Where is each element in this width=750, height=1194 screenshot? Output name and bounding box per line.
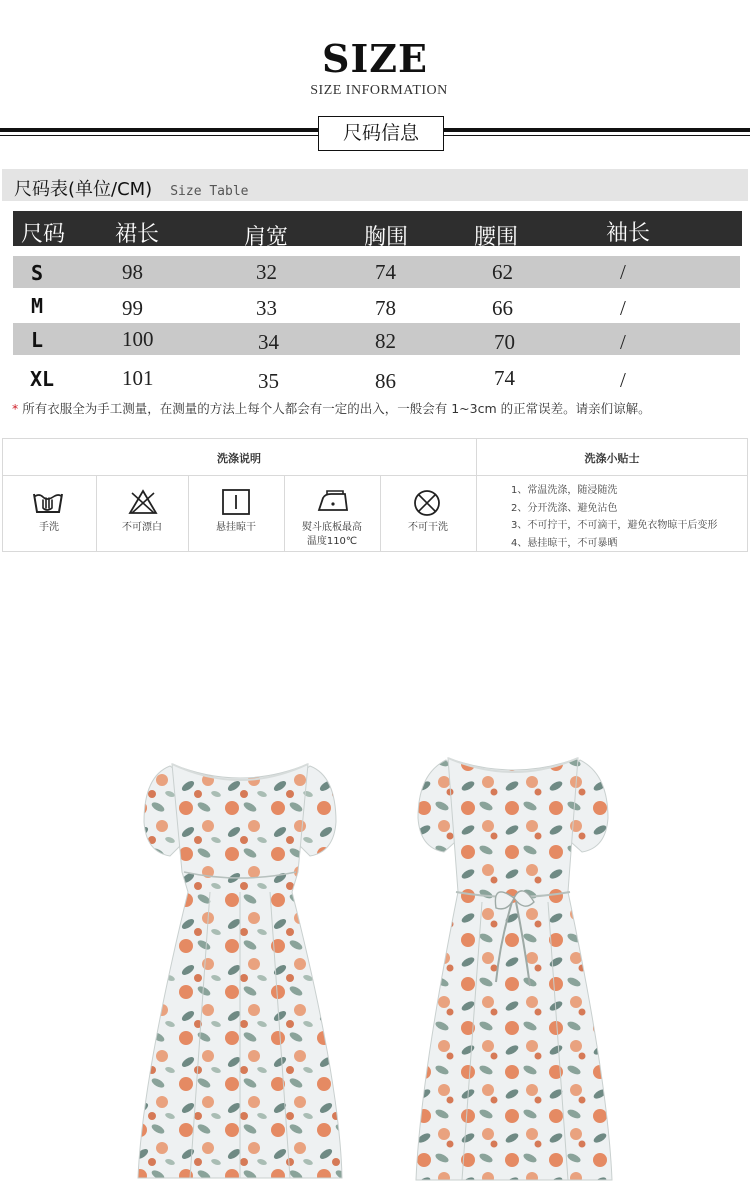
cell-size: S	[31, 261, 44, 285]
note-text: 所有衣服全为手工测量，在测量的方法上每个人都会有一定的出入，一般会有 1~3cm 的正常误差。请亲们谅解。	[22, 401, 651, 416]
size-table-title-text: 尺码表(单位/CM)	[14, 179, 153, 200]
cell-size: M	[31, 294, 44, 318]
cell-sleeve: /	[620, 368, 626, 392]
section-label: 尺码信息	[318, 116, 444, 151]
care-divider-v	[188, 476, 189, 551]
care-tips-title: 洗涤小贴士	[584, 452, 640, 465]
cell-sleeve: /	[620, 260, 626, 284]
size-table-title	[14, 175, 249, 201]
care-label-hang-dry: 悬挂晾干	[216, 522, 256, 533]
no-bleach-icon	[128, 489, 158, 515]
care-divider-v	[96, 476, 97, 551]
dress-front-image	[130, 752, 350, 1186]
col-header-waist: 腰围	[474, 225, 519, 250]
cell-length: 98	[122, 260, 143, 284]
care-tip: 4、悬挂晾干，不可暴晒	[511, 538, 618, 549]
care-label-no-bleach: 不可漂白	[122, 522, 162, 533]
size-table-subtitle: Size Table	[170, 184, 249, 199]
care-label-iron-line1: 熨斗底板最高	[302, 522, 362, 533]
iron-icon	[315, 490, 351, 514]
header-rule-left-thin	[0, 135, 318, 136]
hang-dry-icon	[221, 488, 251, 516]
cell-sleeve: /	[620, 330, 626, 354]
hand-wash-icon	[31, 488, 65, 516]
care-label-iron-line2: 温度110℃	[306, 536, 358, 547]
care-tip: 2、分开洗涤、避免沾色	[511, 503, 618, 514]
cell-bust: 74	[375, 260, 396, 284]
care-label-iron	[284, 521, 380, 549]
header-rule-right-thin	[443, 135, 750, 136]
size-title: SIZE	[322, 36, 428, 81]
care-tip: 1、常温洗涤，随浸随洗	[511, 485, 618, 496]
dress-back-image	[412, 752, 618, 1186]
no-dry-clean-icon	[412, 488, 442, 518]
col-header-size: 尺码	[21, 222, 66, 247]
col-header-sleeve: 袖长	[606, 221, 651, 246]
col-header-length: 裙长	[115, 222, 160, 247]
cell-bust: 82	[375, 329, 396, 353]
care-tip: 3、不可拧干，不可滴干，避免衣物晾干后变形	[511, 520, 718, 531]
care-label-no-dry-clean: 不可干洗	[408, 522, 448, 533]
measurement-note	[12, 399, 651, 417]
cell-length: 100	[122, 327, 154, 351]
cell-bust: 86	[375, 369, 396, 393]
cell-bust: 78	[375, 296, 396, 320]
cell-length: 101	[122, 366, 154, 390]
cell-waist: 70	[494, 330, 515, 354]
size-subtitle: SIZE INFORMATION	[310, 83, 448, 98]
care-divider-v	[380, 476, 381, 551]
cell-length: 99	[122, 296, 143, 320]
cell-shoulder: 35	[258, 369, 279, 393]
header-rule-right-thick	[443, 128, 750, 132]
cell-sleeve: /	[620, 296, 626, 320]
cell-shoulder: 33	[256, 296, 277, 320]
care-divider-h	[2, 475, 748, 476]
col-header-shoulder: 肩宽	[244, 225, 289, 250]
cell-waist: 74	[494, 366, 515, 390]
care-instructions-title: 洗涤说明	[217, 452, 261, 465]
note-star: *	[12, 401, 19, 416]
cell-shoulder: 34	[258, 330, 279, 354]
cell-size: L	[31, 328, 44, 352]
cell-waist: 62	[492, 260, 513, 284]
cell-size: XL	[30, 367, 55, 391]
care-label-hand-wash: 手洗	[39, 522, 59, 533]
header-rule-left-thick	[0, 128, 318, 132]
cell-shoulder: 32	[256, 260, 277, 284]
cell-waist: 66	[492, 296, 513, 320]
col-header-bust: 胸围	[364, 225, 409, 250]
